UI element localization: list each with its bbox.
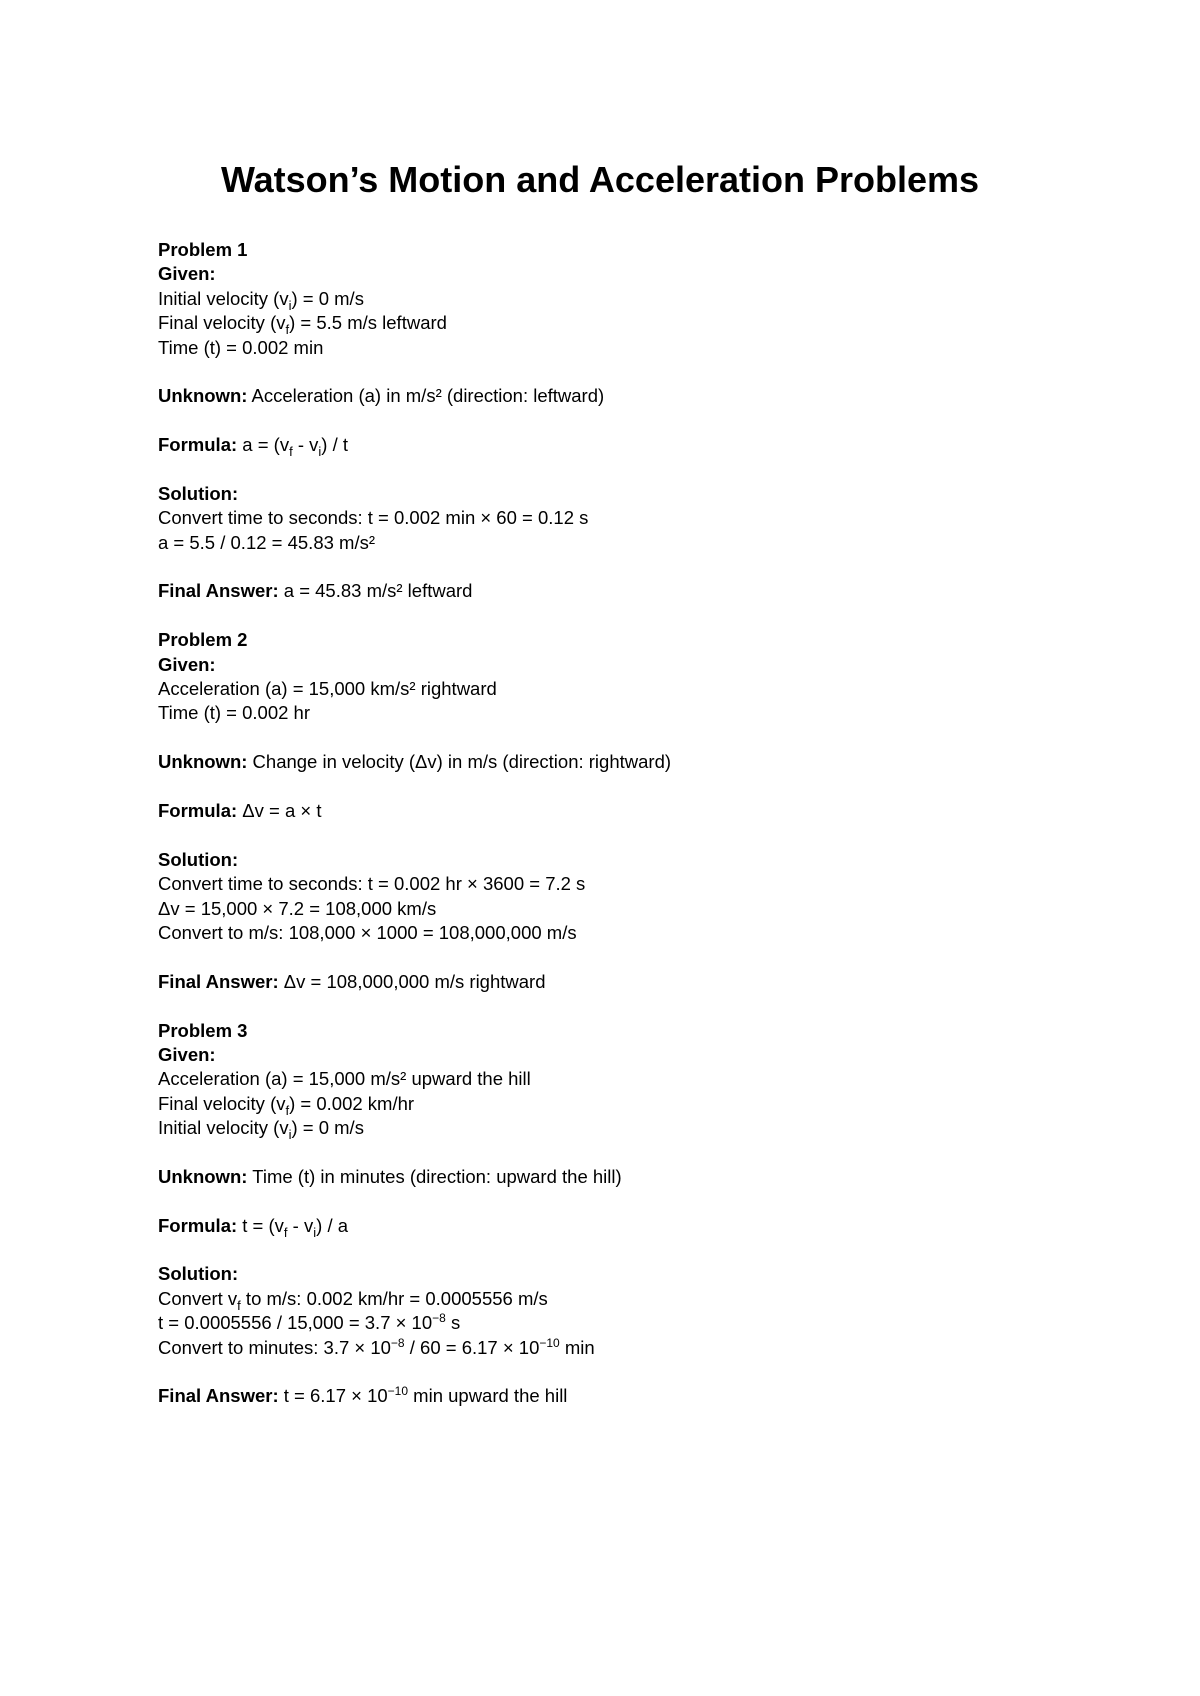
problem-3-solution-step-1: Convert $v_f$ to m/s: 0.002 km/hr = 0.0005556 m/s: [158, 1287, 548, 1313]
problem-2-formula: Formula: Δv = a × t: [158, 799, 322, 821]
problem-2-solution-step-2: Δv = 15,000 × 7.2 = 108,000 km/s: [158, 897, 437, 919]
problem-1-final-answer: Final Answer: a = 45.83 m/s² leftward: [158, 580, 473, 602]
problem-1-formula: Formula: $a = (v_f - v_i) / t$: [158, 434, 349, 460]
problem-2-solution-label: Solution:: [158, 848, 239, 870]
problem-2-given-acceleration: Acceleration (a) = 15,000 km/s² rightward: [158, 678, 497, 700]
problem-1-given-initial-velocity: Initial velocity $(v_i) = 0$ m/s: [158, 287, 364, 313]
problem-2-unknown: Unknown: Change in velocity (Δv) in m/s (direction: rightward): [158, 751, 672, 773]
problem-2-solution-step-1: Convert time to seconds: t = 0.002 hr × 3600 = 7.2 s: [158, 873, 586, 895]
document-body: [158, 238, 1058, 1409]
problem-2-given-label: Given:: [158, 653, 216, 675]
problem-3-solution-step-2: $t = 0.0005556 / 15,000 = 3.7 \times 10^{-8}$ s: [158, 1311, 461, 1334]
problem-1-given-time: Time (t) = 0.002 min: [158, 336, 324, 358]
problem-3-final-answer: Final Answer: $t = 6.17 \times 10^{-10}$ min upward the hill: [158, 1384, 568, 1407]
problem-1-heading: Problem 1: [158, 239, 248, 260]
problem-1-given-label: Given:: [158, 263, 216, 285]
problem-1-solution-label: Solution:: [158, 482, 239, 504]
problem-2-final-answer: Final Answer: Δv = 108,000,000 m/s rightward: [158, 970, 546, 992]
problem-1-given-final-velocity: Final velocity $(v_f) = 5.5$ m/s leftward: [158, 312, 447, 338]
problem-3-given-initial-velocity: Initial velocity $(v_i) = 0$ m/s: [158, 1117, 364, 1143]
problem-3-solution-step-3: Convert to minutes: $3.7 \times 10^{-8} / 60 = 6.17 \times 10^{-10}$ min: [158, 1335, 595, 1358]
problem-3-given-label: Given:: [158, 1043, 216, 1065]
document-title: Watson’s Motion and Acceleration Problems: [220, 159, 980, 200]
problem-3-heading: Problem 3: [158, 1019, 248, 1041]
problem-1-solution-step-1: Convert time to seconds: t = 0.002 min × 60 = 0.12 s: [158, 507, 589, 529]
problem-3-solution-label: Solution:: [158, 1263, 239, 1285]
problem-1-solution-step-2: a = 5.5 / 0.12 = 45.83 m/s²: [158, 531, 375, 553]
problem-3-unknown: Unknown: Time (t) in minutes (direction: upward the hill): [158, 1165, 622, 1187]
problem-2-solution-step-3: Convert to m/s: 108,000 × 1000 = 108,000,000 m/s: [158, 921, 577, 943]
problem-2-heading: Problem 2: [158, 629, 248, 651]
problem-3-given-acceleration: Acceleration (a) = 15,000 m/s² upward the hill: [158, 1068, 531, 1090]
problem-1-unknown: Unknown: Acceleration (a) in m/s² (direction: leftward): [158, 385, 605, 407]
problem-3-formula: Formula: $t = (v_f - v_i) / a$: [158, 1214, 349, 1240]
problem-2-given-time: Time (t) = 0.002 hr: [158, 702, 310, 724]
problem-3-given-final-velocity: Final velocity $(v_f) = 0.002$ km/hr: [158, 1092, 415, 1118]
